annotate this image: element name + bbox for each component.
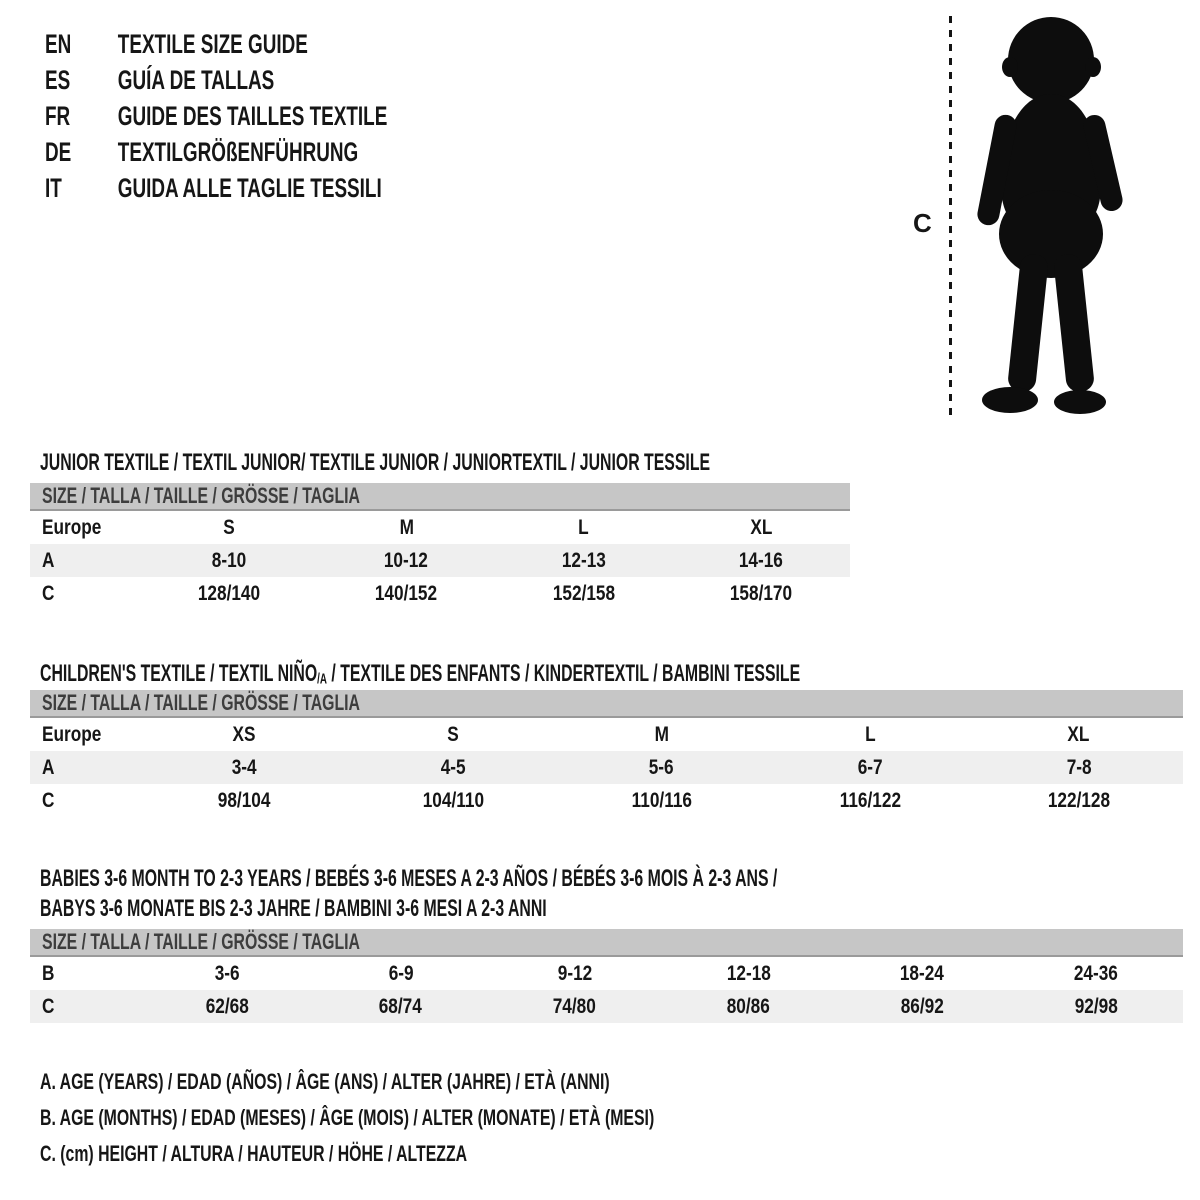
region-header-text: Europe xyxy=(42,722,102,746)
size-value-text: 14-16 xyxy=(739,548,784,572)
language-row xyxy=(45,134,534,170)
size-value xyxy=(661,962,835,986)
size-value-text: 110/116 xyxy=(631,788,692,812)
language-title: GUIDE DES TAILLES TEXTILE xyxy=(117,100,388,131)
silhouette-ear-right xyxy=(1085,57,1101,77)
language-row-text xyxy=(45,137,358,168)
silhouette-shorts xyxy=(999,190,1103,278)
legend-line xyxy=(40,1064,893,1100)
size-value-text: 10-12 xyxy=(384,548,429,572)
size-column-header xyxy=(495,516,673,540)
size-value xyxy=(318,549,496,573)
table-row xyxy=(30,544,850,577)
size-value-text: 6-9 xyxy=(388,961,414,985)
size-value xyxy=(488,962,662,986)
size-column-header xyxy=(557,723,766,747)
measurement-legend xyxy=(40,1064,893,1172)
size-value-text: 9-12 xyxy=(557,961,592,985)
size-value-text: 7-8 xyxy=(1066,755,1092,779)
size-value xyxy=(495,549,673,573)
toddler-silhouette-icon xyxy=(962,10,1138,422)
legend-line-text: C. (cm) HEIGHT / ALTURA / HAUTEUR / HÖHE / ALTEZZA xyxy=(40,1141,468,1166)
measure-row-label-text: C xyxy=(42,788,55,812)
language-row xyxy=(45,170,534,206)
measure-row-label-text: A xyxy=(42,755,55,779)
size-value-text: 158/170 xyxy=(730,581,793,605)
babies-size-table xyxy=(30,929,1183,1023)
silhouette-head xyxy=(1008,17,1094,103)
size-header-bar xyxy=(30,483,850,511)
measure-row-label xyxy=(30,756,140,780)
size-column-header xyxy=(140,723,349,747)
legend-line-text: B. AGE (MONTHS) / EDAD (MESES) / ÂGE (MOIS) / ALTER (MONATE) / ETÀ (MESI) xyxy=(40,1105,655,1130)
region-header xyxy=(30,516,140,540)
size-value-text: 140/152 xyxy=(375,581,438,605)
size-value-text: 12-13 xyxy=(561,548,606,572)
size-value xyxy=(766,789,975,813)
size-value xyxy=(557,789,766,813)
size-value xyxy=(1009,995,1183,1019)
size-column-header-text: L xyxy=(578,515,590,539)
measure-row-label xyxy=(30,549,140,573)
measure-row-label xyxy=(30,995,140,1019)
size-value xyxy=(140,995,314,1019)
silhouette-foot-left xyxy=(982,387,1038,413)
size-value xyxy=(974,789,1183,813)
size-value-text: 128/140 xyxy=(197,581,260,605)
size-value-text: 74/80 xyxy=(553,994,597,1018)
size-value-text: 104/110 xyxy=(422,788,484,812)
size-value xyxy=(557,756,766,780)
size-value xyxy=(495,582,673,606)
silhouette-leg-left xyxy=(1007,253,1049,393)
size-column-header xyxy=(318,516,496,540)
size-header-bar-text: SIZE / TALLA / TAILLE / GRÖSSE / TAGLIA xyxy=(42,483,360,508)
section-title-junior-text: JUNIOR TEXTILE / TEXTIL JUNIOR/ TEXTILE JUNIOR / JUNIORTEXTIL / JUNIOR TESSILE xyxy=(40,448,711,476)
measure-row-label-text: A xyxy=(42,548,55,572)
size-value-text: 6-7 xyxy=(857,755,883,779)
language-code: EN xyxy=(45,28,72,59)
size-value-text: 62/68 xyxy=(205,994,249,1018)
size-column-header xyxy=(766,723,975,747)
language-title: GUÍA DE TALLAS xyxy=(117,64,275,95)
junior-size-table xyxy=(30,483,850,610)
babies-title-line2: BABYS 3-6 MONATE BIS 2-3 JAHRE / BAMBINI 3-6 MESI A 2-3 ANNI xyxy=(40,894,547,922)
size-value xyxy=(318,582,496,606)
language-row-text xyxy=(45,173,382,204)
size-value xyxy=(349,789,558,813)
children-title-suffix: / TEXTILE DES ENFANTS / KINDERTEXTIL / BAMBINI TESSILE xyxy=(326,659,801,687)
size-column-header-text: XS xyxy=(232,722,256,746)
size-value-text: 122/128 xyxy=(1047,788,1110,812)
table-row xyxy=(30,577,850,610)
size-value xyxy=(140,549,318,573)
size-value xyxy=(673,549,851,573)
size-value xyxy=(835,962,1009,986)
silhouette-leg-right xyxy=(1053,253,1095,393)
size-value-text: 98/104 xyxy=(217,788,271,812)
language-code: DE xyxy=(45,136,72,167)
size-value xyxy=(140,962,314,986)
babies-size-table-rows xyxy=(30,957,1183,1023)
height-measure-dashed-line xyxy=(949,16,952,418)
table-row xyxy=(30,957,1183,990)
size-value xyxy=(314,962,488,986)
language-row xyxy=(45,62,534,98)
table-header-row xyxy=(30,718,1183,751)
size-value-text: 8-10 xyxy=(211,548,246,572)
children-title-prefix: CHILDREN'S TEXTILE / TEXTIL NIÑO xyxy=(40,659,318,687)
size-value-text: 24-36 xyxy=(1074,961,1119,985)
table-row xyxy=(30,784,1183,817)
language-title: TEXTILGRÖßENFÜHRUNG xyxy=(117,136,359,167)
size-column-header-text: XL xyxy=(1067,722,1090,746)
size-value-text: 68/74 xyxy=(379,994,423,1018)
language-title: GUIDA ALLE TAGLIE TESSILI xyxy=(117,172,382,203)
size-value xyxy=(1009,962,1183,986)
measure-row-label xyxy=(30,582,140,606)
size-column-header xyxy=(349,723,558,747)
language-row-text xyxy=(45,101,387,132)
size-header-bar xyxy=(30,690,1183,718)
size-value xyxy=(661,995,835,1019)
size-value-text: 3-4 xyxy=(231,755,257,779)
size-value-text: 86/92 xyxy=(900,994,944,1018)
table-header-row xyxy=(30,511,850,544)
legend-line xyxy=(40,1100,893,1136)
size-value xyxy=(349,756,558,780)
size-column-header-text: XL xyxy=(750,515,773,539)
size-column-header-text: M xyxy=(654,722,669,746)
height-measure-label: C xyxy=(913,208,932,238)
size-value-text: 5-6 xyxy=(649,755,674,779)
size-column-header-text: S xyxy=(447,722,459,746)
size-column-header xyxy=(673,516,851,540)
size-value xyxy=(488,995,662,1019)
size-column-header xyxy=(974,723,1183,747)
language-title-list xyxy=(45,26,534,206)
language-title: TEXTILE SIZE GUIDE xyxy=(117,28,308,59)
language-row xyxy=(45,26,534,62)
size-value-text: 152/158 xyxy=(552,581,615,605)
size-header-bar-text: SIZE / TALLA / TAILLE / GRÖSSE / TAGLIA xyxy=(42,929,360,954)
silhouette-foot-right xyxy=(1054,390,1106,414)
size-value xyxy=(974,756,1183,780)
section-title-babies xyxy=(40,864,1157,924)
size-value xyxy=(140,582,318,606)
legend-line xyxy=(40,1136,893,1172)
size-value xyxy=(766,756,975,780)
children-size-table-rows xyxy=(30,718,1183,817)
language-row-text xyxy=(45,29,308,60)
size-header-bar xyxy=(30,929,1183,957)
size-column-header-text: M xyxy=(399,515,414,539)
measure-row-label-text: C xyxy=(42,581,55,605)
size-value-text: 116/122 xyxy=(839,788,901,812)
section-title-junior xyxy=(40,448,1055,478)
size-value xyxy=(314,995,488,1019)
silhouette-ear-left xyxy=(1002,57,1018,77)
language-row xyxy=(45,98,534,134)
table-row xyxy=(30,751,1183,784)
children-size-table xyxy=(30,690,1183,817)
size-value-text: 92/98 xyxy=(1074,994,1118,1018)
measure-row-label-text: B xyxy=(42,961,55,985)
size-header-bar-text: SIZE / TALLA / TAILLE / GRÖSSE / TAGLIA xyxy=(42,690,360,715)
language-code: ES xyxy=(45,64,71,95)
region-header-text: Europe xyxy=(42,515,102,539)
size-value xyxy=(835,995,1009,1019)
measure-row-label-text: C xyxy=(42,994,55,1018)
size-value-text: 18-24 xyxy=(900,961,945,985)
language-row-text xyxy=(45,65,274,96)
babies-title-line1: BABIES 3-6 MONTH TO 2-3 YEARS / BEBÉS 3-6 MESES A 2-3 AÑOS / BÉBÉS 3-6 MOIS À 2-3 ANS / xyxy=(40,864,778,892)
children-title-subscript: /A xyxy=(317,671,327,688)
junior-size-table-rows xyxy=(30,511,850,610)
table-row xyxy=(30,990,1183,1023)
language-code: IT xyxy=(45,172,62,203)
measure-row-label xyxy=(30,789,140,813)
language-code: FR xyxy=(45,100,71,131)
size-column-header-text: S xyxy=(222,515,235,539)
size-value xyxy=(140,756,349,780)
size-value xyxy=(673,582,851,606)
size-column-header xyxy=(140,516,318,540)
legend-line-text: A. AGE (YEARS) / EDAD (AÑOS) / ÂGE (ANS) / ALTER (JAHRE) / ETÀ (ANNI) xyxy=(40,1069,610,1094)
size-value xyxy=(140,789,349,813)
measure-row-label xyxy=(30,962,140,986)
region-header xyxy=(30,723,140,747)
size-value-text: 80/86 xyxy=(726,994,770,1018)
toddler-silhouette-shapes xyxy=(976,17,1125,414)
size-value-text: 3-6 xyxy=(214,961,240,985)
size-value-text: 4-5 xyxy=(440,755,466,779)
size-value-text: 12-18 xyxy=(726,961,771,985)
size-column-header-text: L xyxy=(864,722,876,746)
